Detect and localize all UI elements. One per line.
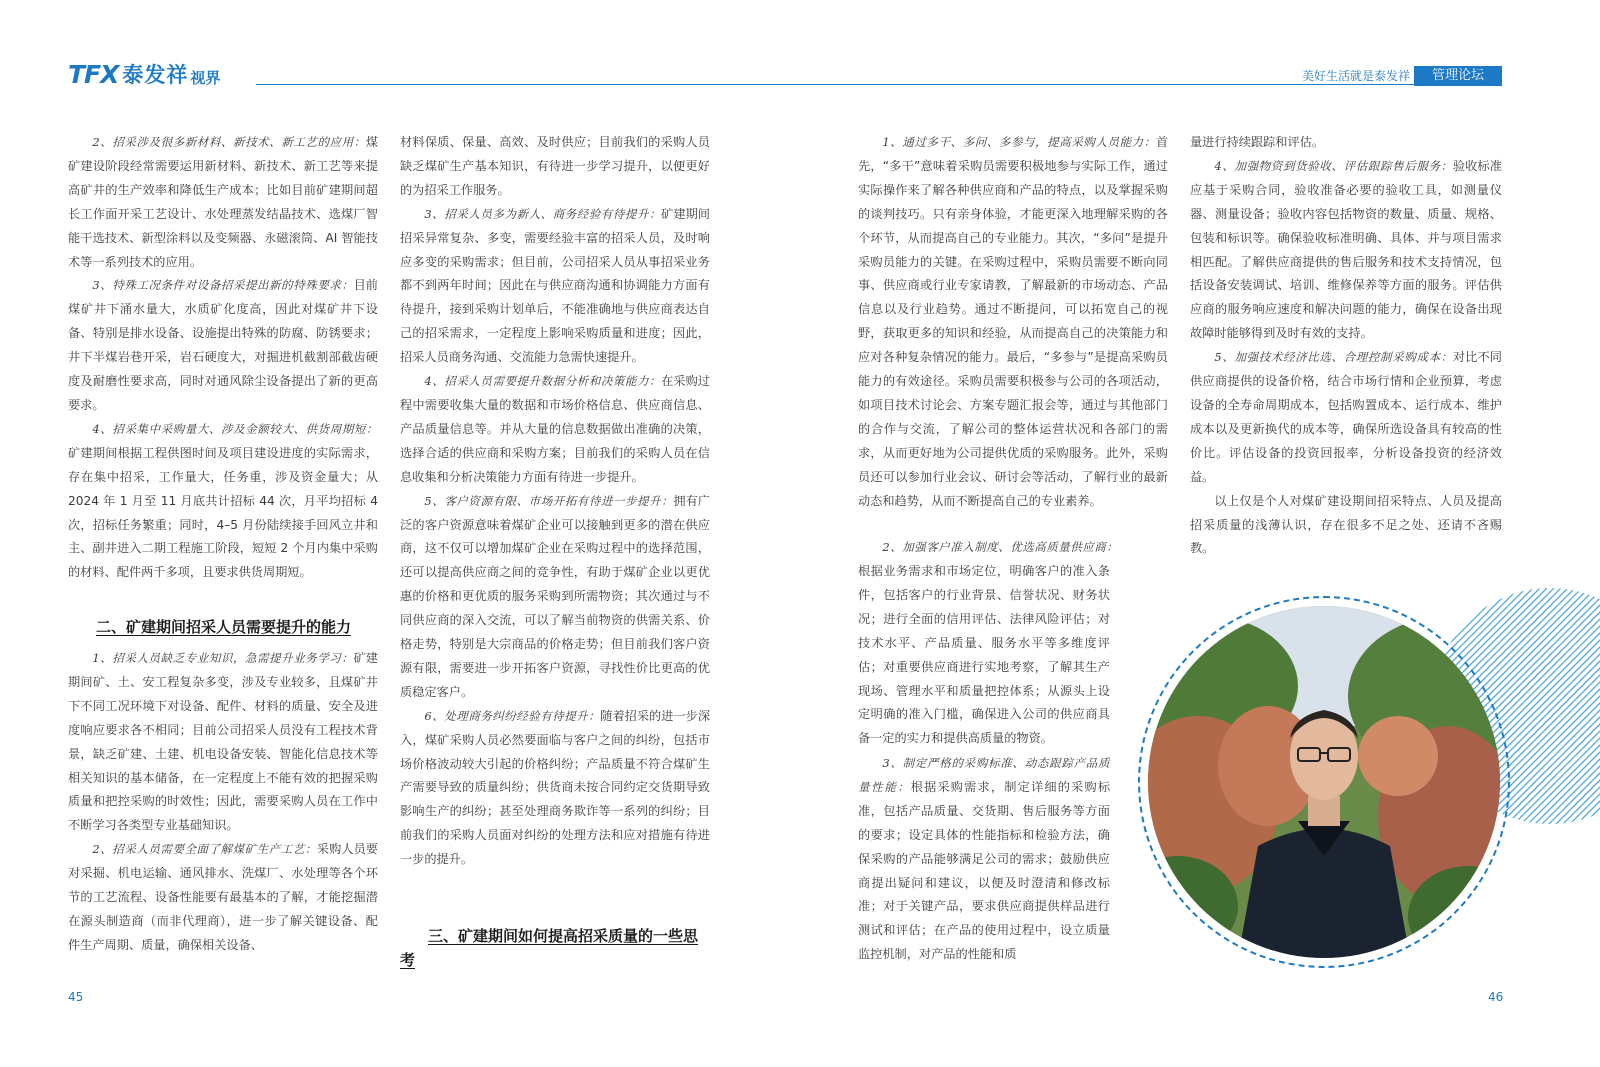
logo-vision: 视界 <box>190 68 221 87</box>
para-heading: 2、招采人员需要全面了解煤矿生产工艺： <box>92 842 317 857</box>
para-text: 拥有广泛的客户资源意味着煤矿企业可以接触到更多的潜在供应商，这不仅可以增加煤矿企业在采购过程中的选择范围，还可以提高供应商之间的竞争性，有助于煤矿企业以更优惠的价格和更优质的服务采购到所需物资；其次通过与不同供应商的深入交流，可以了解当前物资的供需关系、价格走势，特别是大宗商品的价格走势；但目前我们客户资源有限，需要进一步开拓客户资源，寻找性价比更高的优质稳定客户。 <box>400 493 710 699</box>
stripe-line <box>1526 586 1600 826</box>
para-heading: 4、加强物资到货验收、评估跟踪售后服务： <box>1214 158 1453 173</box>
para-text: 以上仅是个人对煤矿建设期间招采特点、人员及提高招采质量的浅薄认识，存在很多不足之处、还请不吝赐教。 <box>1190 493 1502 556</box>
column-2 <box>400 131 710 872</box>
para-text: 根据采购需求，制定详细的采购标准，包括产品质量、交货期、售后服务等方面的要求；设定具体的性能指标和检验方法，确保采购的产品能够满足公司的需求；鼓励供应商提出疑问和建议，以便及时澄清和修改标准；对于关键产品，要求供应商提供样品进行测试和评估；在产品的使用过程中，设立质量监控机制，对产品的性能和质 <box>858 779 1111 962</box>
para-text: 验收标准应基于采购合同，验收准备必要的验收工具，如测量仪器、测量设备；验收内容包括物资的数量、质量、规格、包装和标识等。确保验收标准明确、具体、并与项目需求相匹配。了解供应商提供的售后服务和技术支持情况，包括设备安装调试、培训、维修保养等方面的服务。评估供应商的服务响应速度和解决问题的能力，确保在设备出现故障时能够得到及时有效的支持。 <box>1190 158 1502 341</box>
column-3-mid <box>858 536 1168 560</box>
para-text: 采购人员要对采掘、机电运输、通风排水、洗煤厂、水处理等各个环节的工艺流程、设备性能要有最基本的了解，才能挖掘潜在源头制造商（而非代理商），进一步了解关键设备、配件生产周期、质量，确保相关设备、 <box>68 842 378 952</box>
para-heading: 1、通过多干、多问、多参与，提高采购人员能力： <box>882 135 1156 149</box>
stripe-line <box>1512 586 1600 826</box>
para-text: 在采购过程中需要收集大量的数据和市场价格信息、供应商信息、产品质量信息等。并从大量的信息数据做出准确的决策，选择合适的供应商和采购方案；目前我们的采购人员在信息收集和分析决策能力方面有待进一步提升。 <box>400 374 710 484</box>
column-4 <box>1190 131 1502 561</box>
logo-tfx: TFX <box>68 60 119 89</box>
section-tag: 管理论坛 <box>1414 66 1502 86</box>
para-heading: 3、制定严格的采购标准、动态跟踪产品质量性能： <box>858 756 1110 794</box>
portrait-illustration <box>1148 606 1500 958</box>
para-text: 材料保质、保量、高效、及时供应；目前我们的采购人员缺乏煤矿生产基本知识，有待进一步学习提升，以便更好的为招采工作服务。 <box>400 135 710 197</box>
para-text: 根据业务需求和市场定位，明确客户的准入条件，包括客户的行业背景、信誉状况、财务状况；进行全面的信用评估、法律风险评估；对技术水平、产品质量、服务水平等多维度评估；对重要供应商进行实地考察，了解其生产现场、管理水平和质量把控体系；从源头上设定明确的准入门槛，确保进入公司的供应商具备一定的实力和提供高质量的物资。 <box>858 564 1110 746</box>
section-heading-2: 二、矿建期间招采人员需要提升的能力 <box>96 618 352 636</box>
para-text: 矿建期间矿、土、安工程复杂多变，涉及专业较多，且煤矿井下不同工况环境下对设备、配件、材料的质量、安全及进度响应要求各不相同；目前公司招采人员没有工程技术背景，缺乏矿建、土建、机电设备安装、智能化信息技术等相关知识的基本储备，在一定程度上不能有效的把握采购质量和把控采购的时效性；因此，需要采购人员在工作中不断学习各类型专业基础知识。 <box>68 651 378 833</box>
portrait-photo <box>1148 606 1500 958</box>
para-heading: 3、特殊工况条件对设备招采提出新的特殊要求： <box>92 278 354 293</box>
para-text: 矿建期间根据工程供图时间及项目建设进度的实际需求，存在集中招采，工作量大，任务重，涉及资金量大；从 2024 年 1 月至 11 月底共计招标 44 次，月平均招标 4 次，招标任务繁重；同时，4–5 月份陆续接手回风立井和主、副井进入二期工程施工阶段，短短 2 个月内集中采购的材料、配件两千多项，且要求供货周期短。 <box>68 445 378 580</box>
page-number-left: 45 <box>68 990 84 1004</box>
stripe-line <box>1568 586 1600 826</box>
para-heading: 2、加强客户准入制度、优选高质量供应商： <box>882 540 1119 554</box>
header-slogan: 美好生活就是泰发祥 <box>1301 69 1410 83</box>
stripe-line <box>1554 586 1600 826</box>
para-heading: 4、招采集中采购量大、涉及金额较大、供货周期短： <box>92 421 378 436</box>
para-text: 首先，“多干”意味着采购员需要积极地参与实际工作，通过实际操作来了解各种供应商和产品的特点，以及掌握采购的谈判技巧。只有亲身体验，才能更深入地理解采购的各个环节，从而提高自己的专业能力。其次，“多问”是提升采购员能力的关键。在采购过程中，采购员需要不断向同事、供应商或行业专家请教，了解最新的市场动态、产品信息以及行业趋势。通过不断提问，可以拓宽自己的视野，获取更多的知识和经验，从而提高自己的决策能力和应对各种复杂情况的能力。最后，“多参与”是提高采购员能力的有效途径。采购员需要积极参与公司的各项活动，如项目技术讨论会、方案专题汇报会等，通过与其他部门的合作与交流，了解公司的整体运营状况和各部门的需求，从而更好地为公司提供优质的采购服务。此外，采购员还可以参加行业会议、研讨会等活动，了解行业的最新动态和趋势，从而不断提高自己的专业素养。 <box>858 135 1168 508</box>
para-text: 煤矿建设阶段经常需要运用新材料、新技术、新工艺等来提高矿井的生产效率和降低生产成本；比如目前矿建期间超长工作面开采工艺设计、水处理蒸发结晶技术、选煤厂智能干选技术、新型涂料以及变频器、永磁滚筒、AI 智能技术等一系列技术的应用。 <box>68 135 378 269</box>
logo-brand: 泰发祥 <box>122 63 189 87</box>
para-heading: 6、处理商务纠纷经验有待提升： <box>424 708 601 723</box>
column-3-p2 <box>858 560 1168 751</box>
column-3 <box>858 131 1168 514</box>
brand-logo <box>68 60 221 89</box>
para-text: 矿建期间招采异常复杂、多变，需要经验丰富的招采人员，及时响应多变的采购需求；但目前，公司招采人员从事招采业务都不到两年时间；因此在与供应商沟通和协调能力方面有待提升，接到采购计划单后，不能准确地与供应商表达自己的招采需求，一定程度上影响采购质量和进度；因此，招采人员商务沟通、交流能力急需快速提升。 <box>400 206 710 365</box>
para-heading: 3、招采人员多为新人、商务经验有待提升： <box>424 206 662 221</box>
para-heading: 1、招采人员缺乏专业知识，急需提升业务学习： <box>92 651 354 665</box>
para-heading: 5、加强技术经济比选、合理控制采购成本： <box>1214 350 1453 365</box>
para-heading: 4、招采人员需要提升数据分析和决策能力： <box>424 374 662 389</box>
para-text: 对比不同供应商提供的设备价格，结合市场行情和企业预算，考虑设备的全寿命周期成本，包括购置成本、运行成本、维护成本以及更新换代的成本等，确保所选设备具有较高的性价比。评估设备的投资回报率，分析设备投资的经济效益。 <box>1190 350 1502 484</box>
header-rule <box>256 84 1502 85</box>
column-3-p3 <box>858 752 1110 967</box>
section-heading-3: 三、矿建期间如何提高招采质量的一些思考 <box>400 927 699 969</box>
stripe-line <box>1540 586 1600 826</box>
column-1-lower <box>68 647 378 958</box>
para-text: 量进行持续跟踪和评估。 <box>1190 135 1325 149</box>
column-1 <box>68 131 378 585</box>
para-heading: 2、招采涉及很多新材料、新技术、新工艺的应用： <box>92 135 366 149</box>
para-text: 目前煤矿井下涌水量大，水质矿化度高，因此对煤矿井下设备、特别是排水设备、设施提出特殊的防腐、防锈要求；井下半煤岩巷开采，岩石硬度大，对掘进机截割部截齿硬度及耐磨性要求高，同时对通风除尘设备提出了新的更高要求。 <box>68 278 378 412</box>
stripe-line <box>1519 586 1600 826</box>
para-text: 随着招采的进一步深入，煤矿采购人员必然要面临与客户之间的纠纷，包括市场价格波动较大引起的价格纠纷；产品质量不符合煤矿生产需要导致的质量纠纷；供货商未按合同约定交货期导致影响生产的纠纷；甚至处理商务欺诈等一系列的纠纷；目前我们的采购人员面对纠纷的处理方法和应对措施有待进一步的提升。 <box>400 708 711 867</box>
stripe-line <box>1561 586 1600 826</box>
para-heading: 5、客户资源有限、市场开拓有待进一步提升： <box>424 493 674 508</box>
page-number-right: 46 <box>1488 990 1504 1004</box>
